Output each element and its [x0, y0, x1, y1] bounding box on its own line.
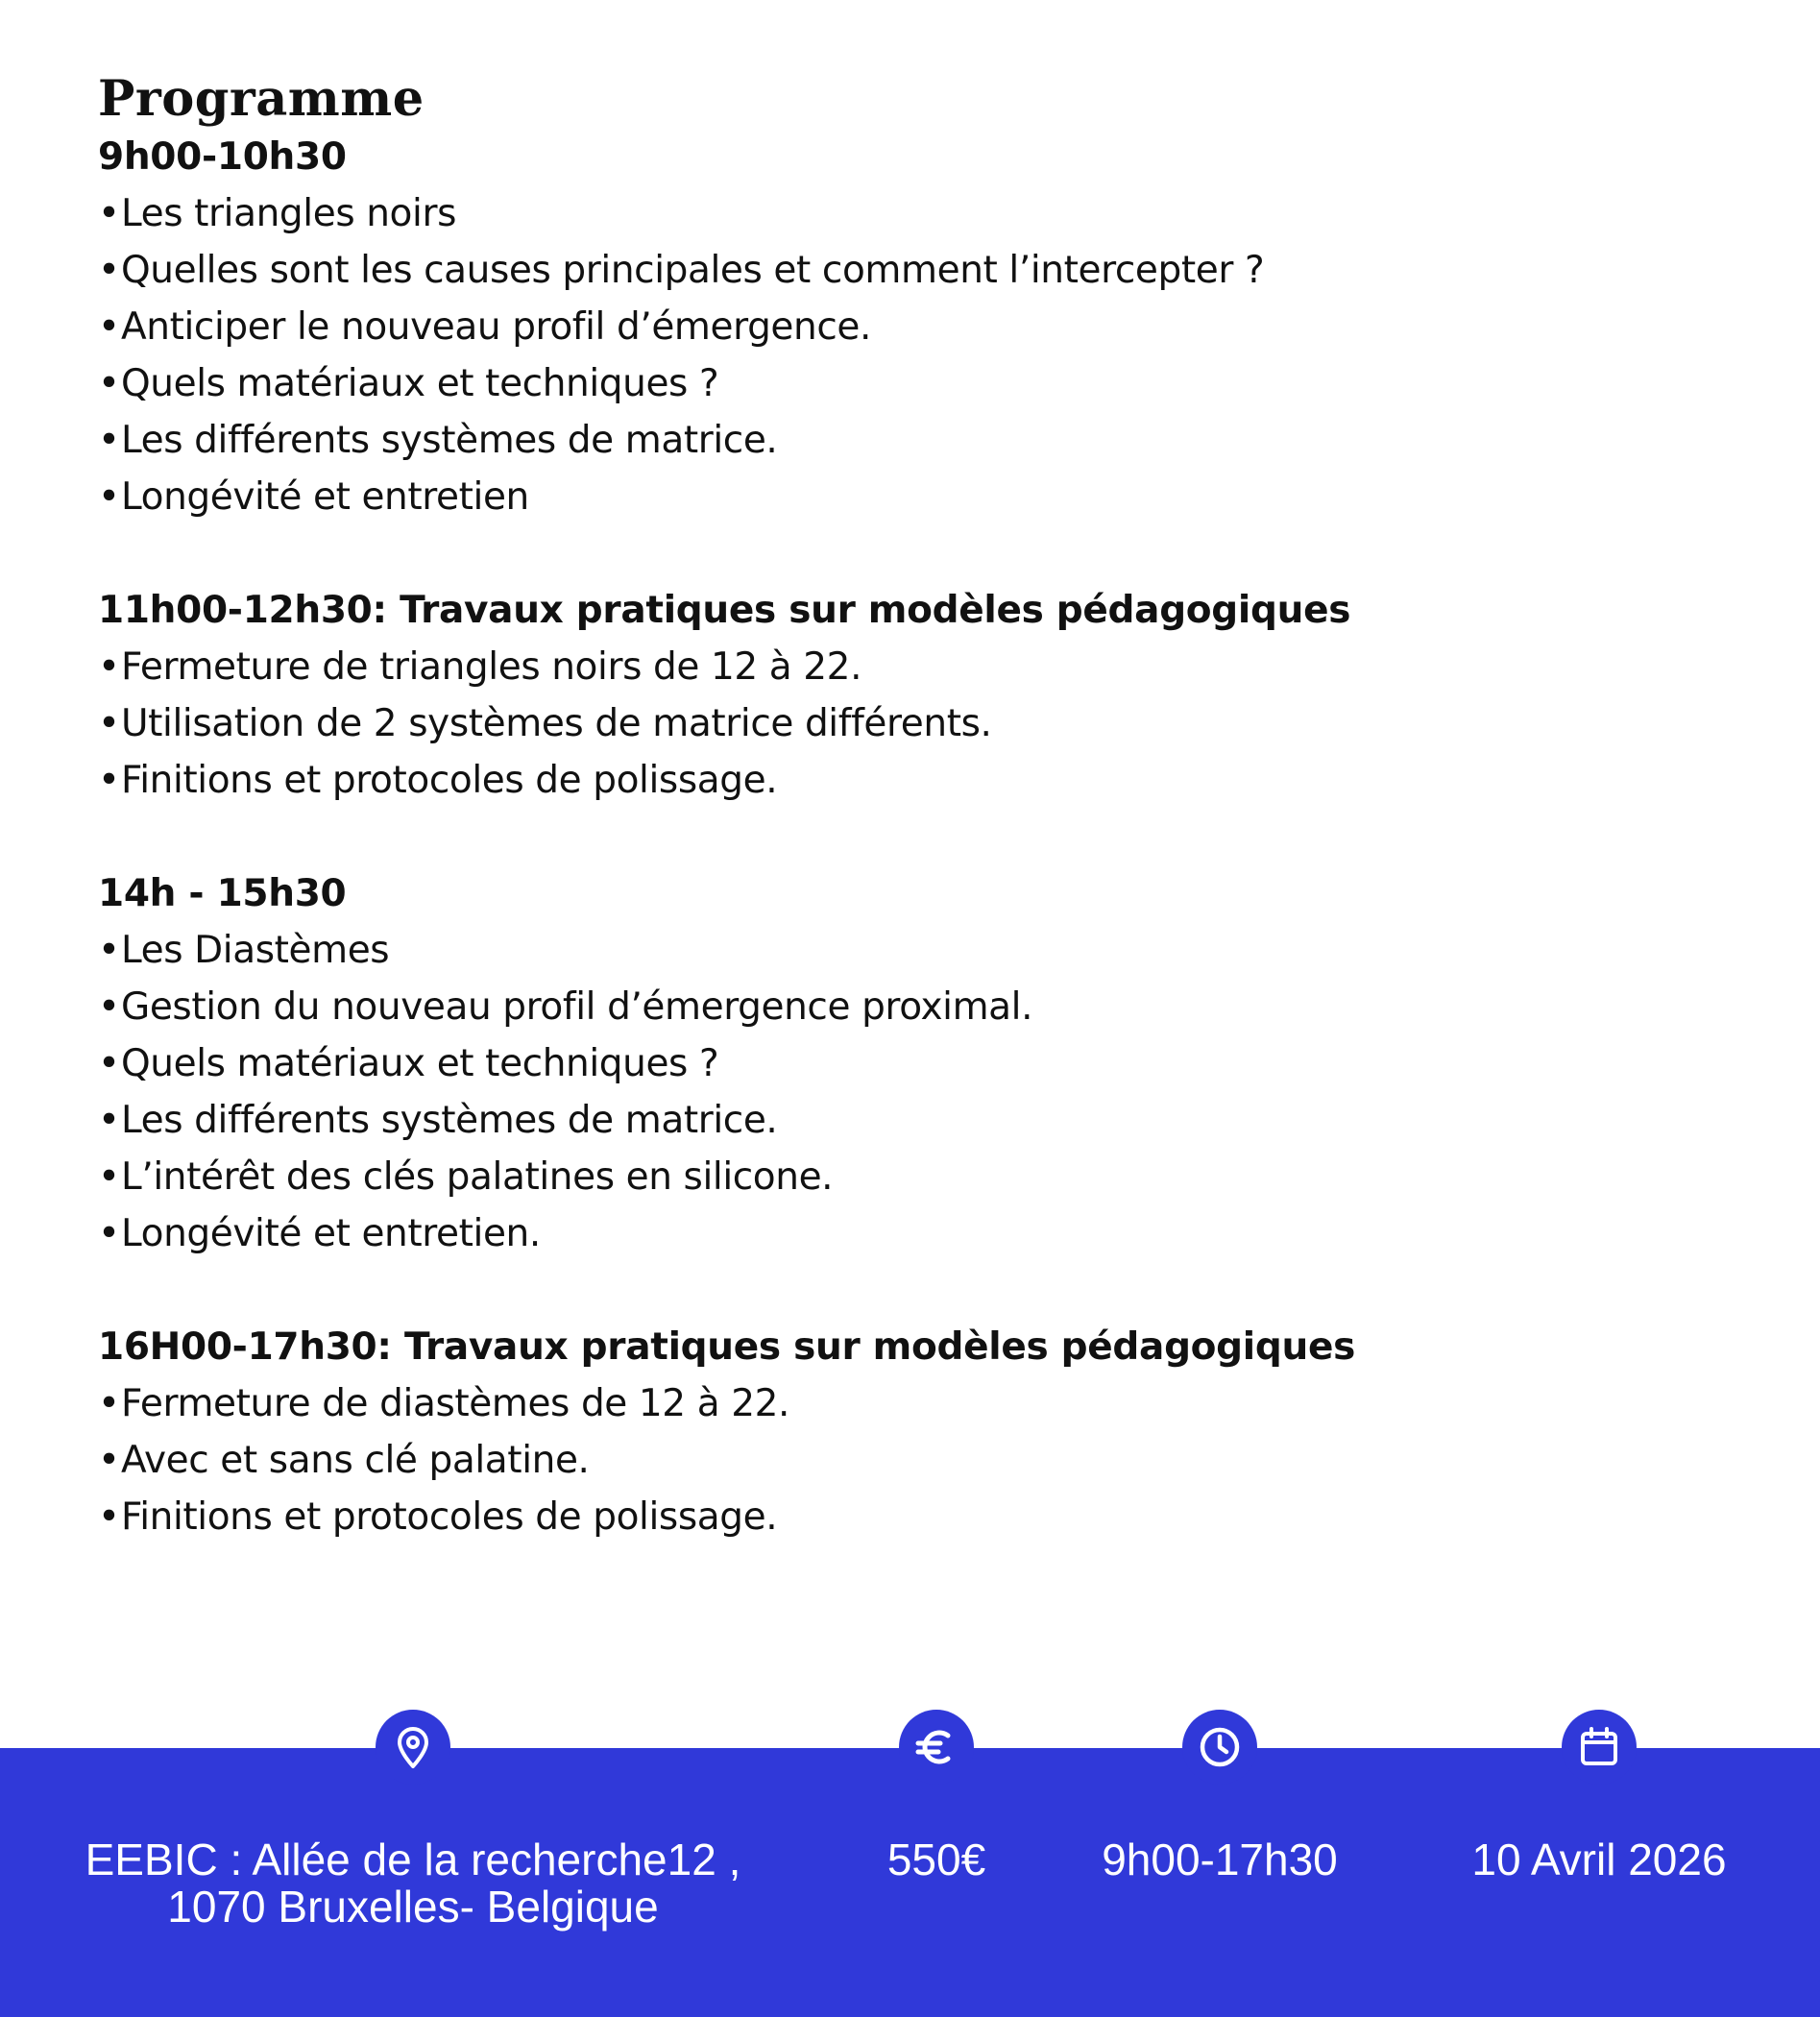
location-info	[77, 1710, 749, 1931]
section-heading: 16H00-17h30: Travaux pratiques sur modèles pédagogiques	[98, 1325, 1356, 1369]
list-item-text: Quels matériaux et techniques ?	[121, 1042, 719, 1085]
programme-section	[98, 129, 1635, 525]
bullet-icon: •	[98, 1212, 120, 1255]
list-item	[98, 1432, 1635, 1489]
price-info	[845, 1710, 1028, 1883]
list-item-text: Fermeture de diastèmes de 12 à 22.	[121, 1382, 790, 1425]
bullet-icon: •	[98, 419, 120, 462]
programme-content	[98, 69, 1635, 1545]
list-item-text: Longévité et entretien.	[121, 1212, 541, 1255]
list-item-text: Gestion du nouveau profil d’émergence proximal.	[121, 985, 1033, 1029]
bullet-icon: •	[98, 1042, 120, 1085]
list-item-text: Les Diastèmes	[121, 929, 390, 972]
bullet-icon: •	[98, 985, 120, 1029]
clock-icon	[1182, 1710, 1257, 1785]
section-item-list	[98, 922, 1635, 1262]
bullet-icon: •	[98, 192, 120, 235]
list-item	[98, 1092, 1635, 1149]
list-item	[98, 242, 1635, 299]
programme-section	[98, 1319, 1635, 1545]
list-item-text: Quels matériaux et techniques ?	[121, 362, 719, 405]
programme-section	[98, 865, 1635, 1262]
calendar-icon	[1562, 1710, 1637, 1785]
location-line-1: EEBIC : Allée de la recherche12 ,	[85, 1835, 741, 1884]
list-item-text: L’intérêt des clés palatines en silicone.	[121, 1155, 834, 1199]
list-item	[98, 1035, 1635, 1092]
list-item	[98, 922, 1635, 979]
hours-info	[1076, 1710, 1364, 1883]
bullet-icon: •	[98, 1155, 120, 1199]
bullet-icon: •	[98, 362, 120, 405]
bullet-icon: •	[98, 475, 120, 519]
bullet-icon: •	[98, 249, 120, 292]
section-item-list	[98, 639, 1635, 809]
list-item-text: Les différents systèmes de matrice.	[121, 1099, 778, 1142]
list-item	[98, 1375, 1635, 1432]
list-item-text: Finitions et protocoles de polissage.	[121, 1495, 778, 1539]
bullet-icon: •	[98, 645, 120, 689]
location-pin-icon	[376, 1710, 450, 1785]
bullet-icon: •	[98, 1495, 120, 1539]
list-item	[98, 412, 1635, 469]
list-item-text: Les triangles noirs	[121, 192, 456, 235]
list-item	[98, 1489, 1635, 1545]
list-item	[98, 639, 1635, 695]
programme-section	[98, 582, 1635, 809]
programme-sections	[98, 129, 1635, 1545]
section-heading: 9h00-10h30	[98, 135, 347, 179]
list-item	[98, 752, 1635, 809]
list-item	[98, 1205, 1635, 1262]
date-info	[1441, 1710, 1758, 1883]
location-text	[77, 1836, 749, 1931]
list-item-text: Fermeture de triangles noirs de 12 à 22.	[121, 645, 862, 689]
location-line-2: 1070 Bruxelles- Belgique	[167, 1882, 659, 1932]
list-item	[98, 979, 1635, 1035]
section-heading: 11h00-12h30: Travaux pratiques sur modèles pédagogiques	[98, 589, 1351, 632]
section-item-list	[98, 185, 1635, 525]
bullet-icon: •	[98, 1382, 120, 1425]
list-item	[98, 355, 1635, 412]
list-item	[98, 185, 1635, 242]
euro-icon	[899, 1710, 974, 1785]
bullet-icon: •	[98, 1099, 120, 1142]
list-item-text: Finitions et protocoles de polissage.	[121, 759, 778, 802]
bullet-icon: •	[98, 1439, 120, 1482]
list-item	[98, 695, 1635, 752]
list-item-text: Les différents systèmes de matrice.	[121, 419, 778, 462]
list-item	[98, 299, 1635, 355]
section-heading: 14h - 15h30	[98, 872, 347, 915]
bullet-icon: •	[98, 929, 120, 972]
bullet-icon: •	[98, 702, 120, 745]
list-item-text: Quelles sont les causes principales et comment l’intercepter ?	[121, 249, 1265, 292]
list-item-text: Anticiper le nouveau profil d’émergence.	[121, 305, 871, 349]
hours-text: 9h00-17h30	[1102, 1835, 1338, 1884]
list-item-text: Longévité et entretien	[121, 475, 529, 519]
bullet-icon: •	[98, 305, 120, 349]
bullet-icon: •	[98, 759, 120, 802]
section-item-list	[98, 1375, 1635, 1545]
date-text: 10 Avril 2026	[1471, 1835, 1727, 1884]
list-item	[98, 1149, 1635, 1205]
page-title: Programme	[98, 70, 425, 128]
list-item	[98, 469, 1635, 525]
list-item-text: Utilisation de 2 systèmes de matrice différents.	[121, 702, 992, 745]
list-item-text: Avec et sans clé palatine.	[121, 1439, 590, 1482]
price-text: 550€	[886, 1835, 986, 1884]
